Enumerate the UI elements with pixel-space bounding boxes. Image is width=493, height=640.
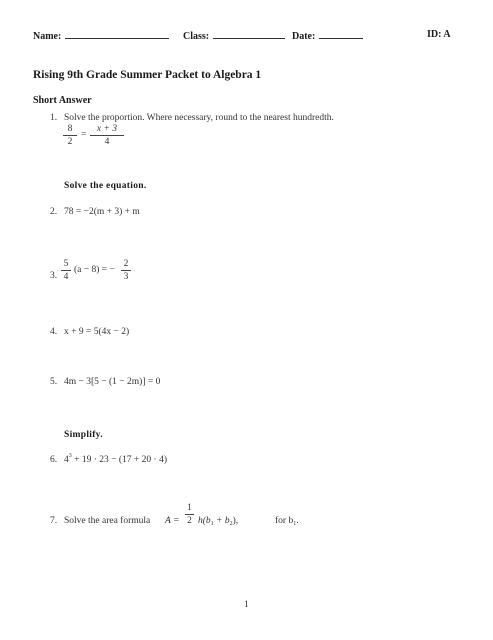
class-label: Class: (183, 31, 210, 42)
section-heading-short-answer: Short Answer (33, 95, 92, 106)
question-3-rhs-numerator: 2 (121, 259, 131, 271)
page-title: Rising 9th Grade Summer Packet to Algebra 1 (33, 69, 262, 81)
question-3-coefficient-fraction (61, 259, 71, 283)
question-6-number: 6. (50, 455, 58, 465)
class-field (183, 29, 285, 42)
question-6-exponent: 3 (68, 453, 72, 459)
question-1-prompt (50, 113, 334, 123)
page-number: 1 (244, 600, 249, 610)
question-7-for-clause (275, 516, 299, 527)
question-7-number: 7. (50, 516, 58, 526)
question-1-text: Solve the proportion. Where necessary, round to the nearest hundredth. (64, 113, 334, 123)
question-5-equation: 4m − 3[5 − (1 − 2m)] = 0 (64, 377, 161, 387)
question-7-close: ), (232, 516, 239, 526)
question-3-coefficient-denominator: 4 (63, 272, 69, 282)
question-7-prompt (50, 516, 150, 526)
question-3-middle: (a − 8) = − (74, 265, 115, 275)
instruction-simplify: Simplify. (64, 430, 103, 440)
question-5-number: 5. (50, 377, 58, 387)
question-1-number: 1. (50, 113, 58, 123)
question-7-h-b: h(b (198, 516, 211, 526)
question-7-lhs: A = (165, 516, 180, 526)
name-blank[interactable] (65, 29, 169, 39)
question-1-left-numerator: 8 (63, 124, 77, 136)
question-1-right-denominator: 4 (104, 137, 110, 147)
question-4 (50, 327, 129, 337)
question-5 (50, 377, 160, 387)
class-blank[interactable] (213, 29, 285, 39)
name-label: Name: (33, 31, 62, 42)
date-field (292, 29, 363, 42)
question-7-fraction (185, 503, 194, 527)
question-6 (50, 453, 167, 465)
question-1-left-denominator: 2 (67, 137, 73, 147)
question-1-equals: = (81, 130, 87, 140)
question-1-right-fraction (90, 124, 124, 148)
question-6-base: 4 (64, 455, 69, 465)
question-1-right-numerator: x + 3 (90, 124, 124, 136)
question-1-left-fraction (63, 124, 77, 148)
question-7-text: Solve the area formula (64, 516, 151, 526)
question-2-equation: 78 = −2(m + 3) + m (64, 207, 140, 217)
question-7-plus-b: + b (216, 516, 230, 526)
question-7-for-text: for b (275, 516, 294, 526)
question-3-rhs-denominator: 3 (123, 272, 129, 282)
date-label: Date: (292, 31, 316, 42)
question-4-equation: x + 9 = 5(4x − 2) (64, 327, 130, 337)
question-3-number: 3. (50, 271, 58, 281)
question-2 (50, 207, 140, 217)
instruction-solve-equation: Solve the equation. (64, 181, 147, 191)
question-3-coefficient-numerator: 5 (61, 259, 71, 271)
question-6-expression: + 19 · 23 − (17 + 20 · 4) (74, 455, 167, 465)
question-4-number: 4. (50, 327, 58, 337)
question-7-sub-2: 2 (229, 521, 233, 527)
date-blank[interactable] (319, 29, 363, 39)
id-label: ID: A (427, 29, 451, 40)
question-3-rhs-fraction (121, 259, 131, 283)
question-7-period: . (296, 516, 299, 526)
question-7-for-sub: 1 (293, 521, 297, 527)
question-7-sub-1: 1 (210, 521, 214, 527)
question-7-formula (198, 516, 238, 527)
name-field (33, 29, 169, 42)
question-7-fraction-numerator: 1 (185, 503, 194, 515)
question-2-number: 2. (50, 207, 58, 217)
question-7-fraction-denominator: 2 (187, 516, 192, 526)
